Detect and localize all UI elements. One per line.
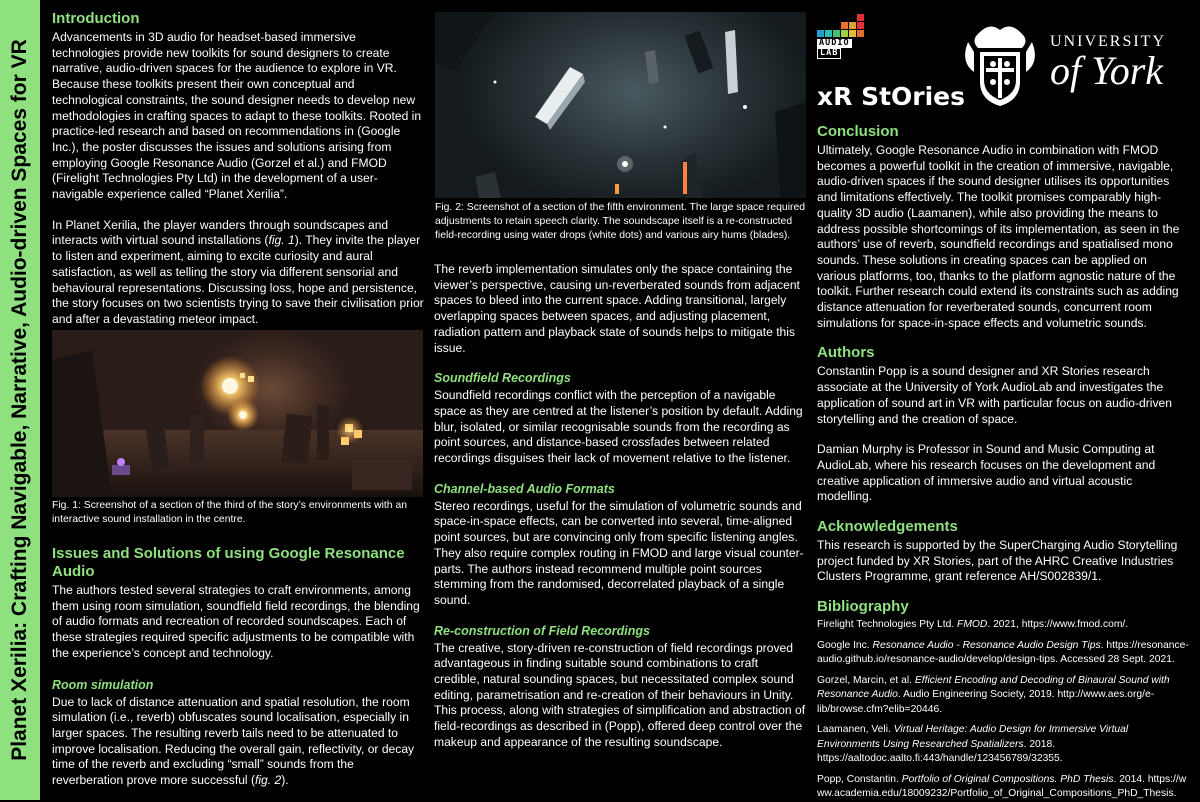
room-fig-ref: fig. 2 [255, 773, 282, 788]
figure-1-screenshot [52, 330, 423, 497]
soundfield-paragraph: Soundfield recordings conflict with the perception of a navigable space as they are centred at the listener’s position by default. Adding blur, isolated, or similar recognisable sounds from the recording as point sources, and distance-based crossfades between related recordings disguises their lack of movement relative to the listener. [434, 388, 803, 466]
york-logo [1050, 33, 1175, 91]
bibliography-list [817, 618, 1189, 802]
soundfield-heading: Soundfield Recordings [434, 371, 571, 386]
bib-details: . 2021, [987, 619, 1022, 631]
authors-paragraph-2: Damian Murphy is Professor in Sound and Music Computing at AudioLab, where his research focuses on the development and creative application of immersive audio and virtual acoustic modelling. [817, 442, 1156, 504]
bib-link[interactable]: https://www.academia.edu/18009232/Portfolio_of_Original_Compositions_PhD_Thesis [817, 773, 1187, 800]
bib-title: Portfolio of Original Compositions. PhD Thesis [901, 773, 1114, 785]
intro-text-b: ). They invite the player to listen and experiment, aiming to excite curiosity and aural satisfaction, as well as telling the story via different sensorial and behavioural representations. Discussing loss, hope and persistence, the story focuses on two scientists trying to save their civilisation prior and after a devastating meteor impact. [52, 233, 424, 326]
bib-link[interactable]: http://www.aes.org/e-lib/browse.cfm?elib=20446 [817, 689, 1155, 715]
figure-1-scene [52, 330, 423, 497]
authors-paragraph-1: Constantin Popp is a sound designer and XR Stories research associate at the University of York AudioLab and investigates the application of sound art in VR with particular focus on audio-driven storytelling and the creation of space. [817, 364, 1172, 426]
introduction-paragraph-1: Advancements in 3D audio for headset-based immersive technologies provide new toolkits for sound designers to create narrative, audio-driven spaces for the audience to explore in VR. Because these toolkits present their own conceptual and technological constraints, the sound designer needs to develop new methodologies in crafting spaces to adapt to these toolkits. Rooted in practice-led research and based on recommendations in (Google Inc.), the poster discusses the issues and solutions arising from employing Google Resonance Audio (Gorzel et al.) and FMOD (Firelight Technologies Pty Ltd) in the development of a user-navigable experience called “Planet Xerilia”. [52, 30, 422, 202]
introduction-heading: Introduction [52, 10, 140, 27]
bib-link[interactable]: https://resonance-audio.github.io/resonance-audio/develop/design-tips [817, 639, 1189, 666]
introduction-section [52, 10, 424, 328]
acknowledgements-heading: Acknowledgements [817, 518, 958, 536]
bib-details: . Audio Engineering Society, 2019. [897, 689, 1058, 701]
column-right [817, 123, 1189, 802]
figure-2-scene [435, 12, 806, 198]
channel-paragraph: Stereo recordings, useful for the simulation of volumetric sounds and space-in-space effects, can be converted into several, time-aligned point sources, but are convincing only from specific listening angles. They also require complex routing in FMOD and large visual counter-parts. The authors instead recommend multiple point sources stemming from the randomised, decorrelated playback of a single sound. [434, 498, 804, 607]
acknowledgements-paragraph: This research is supported by the SuperCharging Audio Storytelling project funded by XR Stories, part of the AHRC Creative Industries Clusters Programme, grant reference AH/S002839/1. [817, 538, 1178, 584]
intro-text-a: In Planet Xerilia, the player wanders through soundscapes and interacts with virtual sound installations ( [52, 217, 389, 248]
bib-link[interactable]: https://aaltodoc.aalto.fi:443/handle/123456789/32355 [817, 753, 1060, 765]
reconstruction-paragraph: The creative, story-driven re-construction of field recordings proved advantageous in finding suitable sound combinations to craft credible, natural sounding spaces, but necessitated complex sound editing, parametrisation and re-creation of their behaviours in Unity. This process, along with strategies of simplification and abstraction of field-recordings as described in (Popp), offered deep control over the makeup and appearance of the resulting soundscape. [434, 640, 806, 749]
room-simulation-heading: Room simulation [52, 677, 154, 692]
bib-details: . 2014. [1113, 773, 1148, 785]
figure-2-caption: Fig. 2: Screenshot of a section of the fifth environment. The large space required adjustments to retain speech clarity. The soundscape itself is a re-constructed field-recording using water drops (white dots) and various airy hums (blades). [435, 202, 806, 241]
conclusion-heading: Conclusion [817, 123, 899, 140]
authors-heading: Authors [817, 344, 875, 362]
channel-heading: Channel-based Audio Formats [434, 481, 615, 496]
reverb-paragraph: The reverb implementation simulates only the space containing the viewer’s perspective, causing un-reverberated sounds from adjacent spaces to bleed into the current space. Adding transitional, largely overlapping spaces between spaces, and adjusting placement, radiation pattern and playback state of sounds helps to mitigate this issue. [434, 262, 800, 355]
bib-suffix: . [1125, 619, 1129, 631]
bib-author: Laamanen, Veli. [817, 724, 894, 736]
bib-title: Resonance Audio - Resonance Audio Design Tips [872, 639, 1101, 651]
bib-details: . [1100, 639, 1107, 651]
audiolab-grid-icon [817, 14, 877, 37]
bib-suffix: . [939, 703, 943, 715]
bib-entry [817, 723, 1189, 767]
poster-title: Planet Xerilia: Crafting Navigable, Narrative, Audio-driven Spaces for VR [8, 39, 31, 761]
york-line-2: of York [1050, 48, 1164, 93]
reconstruction-heading: Re-construction of Field Recordings [434, 623, 650, 638]
figure-2-screenshot [435, 12, 806, 198]
bib-details: . 2018. [1023, 738, 1056, 750]
bib-suffix: . [1173, 788, 1177, 800]
introduction-paragraph-2 [52, 218, 424, 328]
bib-title: Virtual Heritage: Audio Design for Immersive Virtual Environments Using Researched Spatializers [817, 724, 1129, 750]
issues-heading: Issues and Solutions of using Google Resonance Audio [52, 545, 405, 580]
room-simulation-paragraph [52, 695, 424, 789]
bib-author: Popp, Constantin. [817, 773, 902, 785]
york-line-1: UNIVERSITY [1050, 33, 1166, 50]
audiolab-logo [817, 14, 877, 74]
bib-title: Efficient Encoding and Decoding of Binaural Sound with Resonance Audio [817, 674, 1170, 701]
bib-author: Firelight Technologies Pty Ltd. [817, 619, 958, 631]
bib-entry [817, 639, 1189, 668]
bib-title: FMOD [957, 619, 988, 631]
conclusion-paragraph: Ultimately, Google Resonance Audio in combination with FMOD becomes a powerful toolkit in the creation of immersive, navigable, audio-driven spaces if the sound designer utilises its opportunities and limitations effectively. The toolkit promises comparably high-quality 3D audio (Laamanen), while also providing the means to address possible shortcomings of its implementation, as seen in the authors’ use of reverb, soundfield recordings and spatialised mono sounds. These solutions in creating spaces can be applied on various platforms, too, thanks to the platform agnostic nature of the toolkit. Further research could extend its constraints such as adding distance attenuation for reverberated sounds, concurrent room simulations for space-in-space effects and volumetric sounds. [817, 143, 1180, 330]
york-crest-icon [960, 22, 1040, 107]
audiolab-line-1: AUDIO [819, 38, 850, 48]
audiolab-wordmark [817, 39, 877, 59]
issues-paragraph: The authors tested several strategies to craft environments, among them using room simulation, soundfield field recordings, the blending of audio formats and recreation of recorded soundscapes. Each of these strategies required specific adjustments to be compatible with the experience’s concept and technology. [52, 583, 420, 660]
bib-entry [817, 773, 1189, 802]
xr-stories-logo: xR StOries [817, 82, 966, 111]
audiolab-line-2: LAB [817, 48, 841, 59]
bib-author: Google Inc. [817, 639, 873, 651]
bib-author: Gorzel, Marcin, et al. [817, 674, 915, 686]
room-text-a: Due to lack of distance attenuation and spatial resolution, the room simulation (i.e., reverb) obfuscates sound localisation, especially in larger spaces. The resulting reverb tails need to be attenuated to improve localisation. Reducing the overall gain, reflectivity, or decay time of the reverb and excluding “small” sounds from the reverberation prove more successful ( [52, 694, 415, 788]
bibliography-heading: Bibliography [817, 598, 909, 616]
title-sidebar [0, 0, 40, 800]
intro-fig-ref: fig. 1 [268, 233, 295, 248]
bib-suffix: . Accessed 28 Sept. 2021. [1055, 654, 1175, 666]
column-middle [434, 262, 806, 751]
issues-section [52, 545, 424, 789]
bib-link[interactable]: https://www.fmod.com/ [1021, 619, 1126, 631]
room-text-b: ). [281, 773, 289, 788]
bib-entry [817, 618, 1189, 633]
bib-suffix: . [1059, 753, 1063, 765]
bib-entry [817, 674, 1189, 718]
figure-1-caption: Fig. 1: Screenshot of a section of the third of the story’s environments with an interactive sound installation in the centre. [52, 500, 408, 525]
